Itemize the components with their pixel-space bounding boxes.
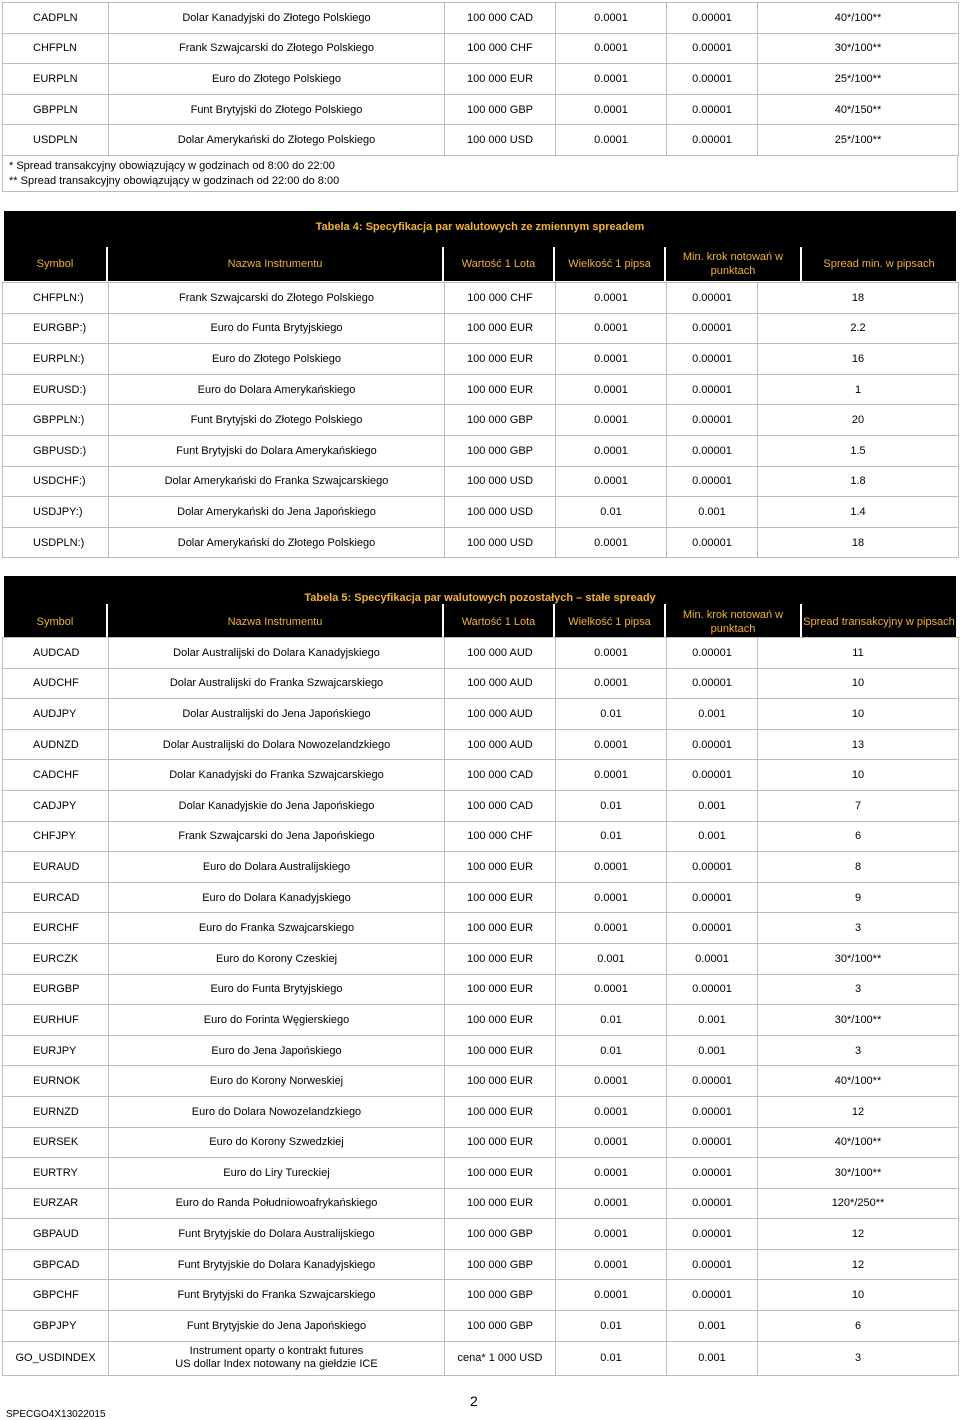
cell-symbol: EURGBP — [3, 974, 109, 1005]
cell-lot: 100 000 USD — [445, 466, 556, 497]
table4-header — [4, 211, 956, 281]
cell-step: 0.00001 — [667, 974, 758, 1005]
cell-spread: 30*/100** — [758, 943, 959, 974]
cell-lot: 100 000 EUR — [445, 882, 556, 913]
cell-spread: 18 — [758, 527, 959, 558]
cell-name: Euro do Złotego Polskiego — [109, 344, 445, 375]
table-row — [3, 1341, 959, 1375]
table-row — [3, 1219, 959, 1250]
cell-lot: 100 000 EUR — [445, 64, 556, 95]
table5-header — [4, 576, 956, 637]
cell-symbol: EURPLN:) — [3, 344, 109, 375]
cell-name: Dolar Amerykański do Złotego Polskiego — [109, 527, 445, 558]
cell-lot: 100 000 CAD — [445, 3, 556, 34]
table-row — [3, 344, 959, 375]
cell-lot: 100 000 USD — [445, 125, 556, 156]
table5-header-lot: Wartość 1 Lota — [461, 615, 536, 628]
cell-step: 0.00001 — [667, 3, 758, 34]
cell-step: 0.00001 — [667, 527, 758, 558]
cell-pip: 0.0001 — [556, 638, 667, 669]
cell-step: 0.00001 — [667, 729, 758, 760]
table-row — [3, 1096, 959, 1127]
table5-header-spread: Spread transakcyjny w pipsach — [803, 615, 955, 628]
cell-symbol: AUDJPY — [3, 699, 109, 730]
cell-pip: 0.0001 — [556, 729, 667, 760]
cell-symbol: EURGBP:) — [3, 313, 109, 344]
cell-name: Euro do Dolara Kanadyjskiego — [109, 882, 445, 913]
cell-lot: 100 000 EUR — [445, 852, 556, 883]
table-row — [3, 699, 959, 730]
cell-symbol: GBPJPY — [3, 1311, 109, 1342]
cell-spread: 12 — [758, 1096, 959, 1127]
cell-spread: 30*/100** — [758, 1005, 959, 1036]
table-row — [3, 64, 959, 95]
cell-step: 0.001 — [667, 1341, 758, 1375]
cell-pip: 0.01 — [556, 821, 667, 852]
note-night: ** Spread transakcyjny obowiązujący w godzinach od 22:00 do 8:00 — [9, 175, 340, 187]
cell-name: Funt Brytyjskie do Dolara Kanadyjskiego — [109, 1249, 445, 1280]
cell-symbol: CADPLN — [3, 3, 109, 34]
table-row — [3, 405, 959, 436]
cell-pip: 0.0001 — [556, 125, 667, 156]
table-row — [3, 283, 959, 314]
cell-pip: 0.0001 — [556, 882, 667, 913]
cell-pip: 0.0001 — [556, 852, 667, 883]
table5-header-name: Nazwa Instrumentu — [227, 615, 323, 628]
cell-pip: 0.01 — [556, 1311, 667, 1342]
table-row — [3, 497, 959, 528]
cell-lot: 100 000 EUR — [445, 1035, 556, 1066]
cell-symbol: AUDCAD — [3, 638, 109, 669]
cell-step: 0.00001 — [667, 1127, 758, 1158]
cell-pip: 0.0001 — [556, 313, 667, 344]
cell-name: Euro do Korony Szwedzkiej — [109, 1127, 445, 1158]
cell-spread: 6 — [758, 821, 959, 852]
table-row — [3, 638, 959, 669]
cell-symbol: GBPUSD:) — [3, 435, 109, 466]
cell-spread: 25*/100** — [758, 64, 959, 95]
cell-step: 0.001 — [667, 821, 758, 852]
cell-pip: 0.0001 — [556, 64, 667, 95]
cell-name: Dolar Australijski do Jena Japońskiego — [109, 699, 445, 730]
cell-step: 0.00001 — [667, 1280, 758, 1311]
cell-symbol: EURJPY — [3, 1035, 109, 1066]
cell-spread: 40*/100** — [758, 3, 959, 34]
table4-header-name: Nazwa Instrumentu — [227, 258, 323, 270]
cell-spread: 18 — [758, 283, 959, 314]
cell-lot: 100 000 GBP — [445, 435, 556, 466]
cell-symbol: EURCZK — [3, 943, 109, 974]
cell-pip: 0.01 — [556, 790, 667, 821]
cell-spread: 2.2 — [758, 313, 959, 344]
cell-pip: 0.0001 — [556, 374, 667, 405]
table-row — [3, 3, 959, 34]
cell-step: 0.001 — [667, 699, 758, 730]
cell-symbol: EURHUF — [3, 1005, 109, 1036]
table-row — [3, 852, 959, 883]
cell-step: 0.00001 — [667, 125, 758, 156]
cell-step: 0.00001 — [667, 313, 758, 344]
cell-lot: 100 000 GBP — [445, 405, 556, 436]
cell-pip: 0.0001 — [556, 1249, 667, 1280]
table5-header-pip: Wielkość 1 pipsa — [568, 615, 651, 628]
cell-pip: 0.0001 — [556, 1066, 667, 1097]
table-row — [3, 760, 959, 791]
cell-symbol: CHFPLN — [3, 33, 109, 64]
cell-pip: 0.0001 — [556, 33, 667, 64]
cell-step: 0.001 — [667, 790, 758, 821]
note-day: * Spread transakcyjny obowiązujący w godzinach od 8:00 do 22:00 — [9, 160, 335, 172]
table-row — [3, 943, 959, 974]
cell-step: 0.00001 — [667, 1219, 758, 1250]
cell-step: 0.00001 — [667, 405, 758, 436]
table-row — [3, 435, 959, 466]
cell-spread: 30*/100** — [758, 33, 959, 64]
cell-lot: 100 000 EUR — [445, 913, 556, 944]
cell-lot: 100 000 EUR — [445, 974, 556, 1005]
cell-pip: 0.0001 — [556, 3, 667, 34]
cell-spread: 40*/100** — [758, 1127, 959, 1158]
cell-step: 0.00001 — [667, 668, 758, 699]
table-row — [3, 527, 959, 558]
cell-lot: 100 000 GBP — [445, 1249, 556, 1280]
cell-name: Funt Brytyjskie do Dolara Australijskiego — [109, 1219, 445, 1250]
cell-spread: 1.5 — [758, 435, 959, 466]
table-row — [3, 1005, 959, 1036]
cell-spread: 30*/100** — [758, 1158, 959, 1189]
cell-pip: 0.0001 — [556, 527, 667, 558]
cell-name: Euro do Funta Brytyjskiego — [109, 313, 445, 344]
cell-step: 0.00001 — [667, 913, 758, 944]
cell-pip: 0.0001 — [556, 1280, 667, 1311]
cell-name: Dolar Australijski do Dolara Kanadyjskiego — [109, 638, 445, 669]
cell-lot: 100 000 AUD — [445, 699, 556, 730]
cell-spread: 10 — [758, 668, 959, 699]
cell-step: 0.00001 — [667, 882, 758, 913]
cell-name: Euro do Funta Brytyjskiego — [109, 974, 445, 1005]
cell-name: Funt Brytyjski do Dolara Amerykańskiego — [109, 435, 445, 466]
cell-lot: 100 000 EUR — [445, 1005, 556, 1036]
page-number: 2 — [470, 1393, 478, 1409]
cell-spread: 3 — [758, 913, 959, 944]
cell-spread: 9 — [758, 882, 959, 913]
cell-symbol: CADJPY — [3, 790, 109, 821]
cell-step: 0.00001 — [667, 94, 758, 125]
cell-symbol: CHFJPY — [3, 821, 109, 852]
cell-pip: 0.0001 — [556, 1127, 667, 1158]
table4-header-pip: Wielkość 1 pipsa — [568, 258, 651, 270]
cell-lot: 100 000 GBP — [445, 94, 556, 125]
cell-pip: 0.0001 — [556, 1158, 667, 1189]
table4-header-spread: Spread min. w pipsach — [823, 258, 935, 270]
cell-spread: 40*/100** — [758, 1066, 959, 1097]
cell-lot: 100 000 EUR — [445, 1158, 556, 1189]
cell-lot: 100 000 EUR — [445, 943, 556, 974]
cell-symbol: GO_USDINDEX — [3, 1341, 109, 1375]
table-row — [3, 1066, 959, 1097]
cell-step: 0.00001 — [667, 466, 758, 497]
table-row — [3, 1158, 959, 1189]
table-row — [3, 1249, 959, 1280]
cell-lot: 100 000 GBP — [445, 1219, 556, 1250]
cell-symbol: USDPLN:) — [3, 527, 109, 558]
cell-pip: 0.01 — [556, 1005, 667, 1036]
cell-step: 0.00001 — [667, 344, 758, 375]
cell-lot: 100 000 EUR — [445, 1096, 556, 1127]
cell-pip: 0.0001 — [556, 668, 667, 699]
cell-pip: 0.0001 — [556, 466, 667, 497]
cell-name: Dolar Australijski do Franka Szwajcarskiego — [109, 668, 445, 699]
table-row — [3, 33, 959, 64]
table5-header-symbol: Symbol — [36, 615, 74, 628]
cell-name: Frank Szwajcarski do Złotego Polskiego — [109, 283, 445, 314]
cell-symbol: USDCHF:) — [3, 466, 109, 497]
cell-step: 0.001 — [667, 1311, 758, 1342]
cell-name: Euro do Korony Czeskiej — [109, 943, 445, 974]
cell-lot: 100 000 GBP — [445, 1280, 556, 1311]
cell-symbol: GBPCAD — [3, 1249, 109, 1280]
cell-spread: 10 — [758, 699, 959, 730]
cell-spread: 12 — [758, 1219, 959, 1250]
cell-step: 0.00001 — [667, 33, 758, 64]
table-row — [3, 1311, 959, 1342]
cell-name: Euro do Franka Szwajcarskiego — [109, 913, 445, 944]
table-row — [3, 974, 959, 1005]
cell-step: 0.0001 — [667, 943, 758, 974]
cell-lot: 100 000 CAD — [445, 790, 556, 821]
cell-spread: 20 — [758, 405, 959, 436]
cell-name: Euro do Złotego Polskiego — [109, 64, 445, 95]
cell-step: 0.001 — [667, 1035, 758, 1066]
table4 — [2, 282, 959, 558]
cell-name — [109, 1341, 445, 1375]
cell-lot: 100 000 CHF — [445, 33, 556, 64]
table-row — [3, 1280, 959, 1311]
cell-name: Dolar Amerykański do Franka Szwajcarskiego — [109, 466, 445, 497]
cell-spread: 40*/150** — [758, 94, 959, 125]
cell-name: Dolar Amerykański do Jena Japońskiego — [109, 497, 445, 528]
cell-lot: 100 000 CHF — [445, 283, 556, 314]
table5 — [2, 637, 959, 1376]
cell-spread: 1.8 — [758, 466, 959, 497]
table-row — [3, 729, 959, 760]
cell-name: Dolar Kanadyjskie do Jena Japońskiego — [109, 790, 445, 821]
table-row — [3, 94, 959, 125]
cell-spread: 120*/250** — [758, 1188, 959, 1219]
cell-name: Funt Brytyjski do Złotego Polskiego — [109, 94, 445, 125]
table-row — [3, 1035, 959, 1066]
cell-symbol: GBPCHF — [3, 1280, 109, 1311]
cell-pip: 0.001 — [556, 943, 667, 974]
cell-lot: 100 000 GBP — [445, 1311, 556, 1342]
cell-symbol: CHFPLN:) — [3, 283, 109, 314]
cell-step: 0.00001 — [667, 1158, 758, 1189]
cell-name: Dolar Kanadyjski do Franka Szwajcarskiego — [109, 760, 445, 791]
table5-caption: Tabela 5: Specyfikacja par walutowych pozostałych – stałe spready — [304, 592, 656, 604]
cell-pip: 0.01 — [556, 1341, 667, 1375]
cell-pip: 0.0001 — [556, 974, 667, 1005]
table-row — [3, 882, 959, 913]
cell-pip: 0.01 — [556, 1035, 667, 1066]
cell-symbol: EURZAR — [3, 1188, 109, 1219]
table-row — [3, 125, 959, 156]
cell-pip: 0.0001 — [556, 1096, 667, 1127]
cell-lot: cena* 1 000 USD — [445, 1341, 556, 1375]
cell-symbol: EURPLN — [3, 64, 109, 95]
cell-name: Euro do Korony Norweskiej — [109, 1066, 445, 1097]
cell-spread: 3 — [758, 974, 959, 1005]
cell-spread: 1.4 — [758, 497, 959, 528]
cell-step: 0.00001 — [667, 638, 758, 669]
cell-step: 0.00001 — [667, 374, 758, 405]
cell-spread: 3 — [758, 1341, 959, 1375]
cell-spread: 1 — [758, 374, 959, 405]
cell-pip: 0.01 — [556, 699, 667, 730]
cell-lot: 100 000 USD — [445, 527, 556, 558]
cell-pip: 0.0001 — [556, 913, 667, 944]
cell-symbol: USDJPY:) — [3, 497, 109, 528]
cell-symbol: USDPLN — [3, 125, 109, 156]
table4-header-symbol: Symbol — [36, 258, 74, 270]
cell-pip: 0.0001 — [556, 1188, 667, 1219]
cell-spread: 6 — [758, 1311, 959, 1342]
cell-symbol: EURAUD — [3, 852, 109, 883]
cell-lot: 100 000 AUD — [445, 668, 556, 699]
cell-symbol: EURCAD — [3, 882, 109, 913]
table4-header-step: Min. krok notowań w punktach — [682, 251, 784, 277]
cell-lot: 100 000 USD — [445, 497, 556, 528]
cell-symbol: AUDCHF — [3, 668, 109, 699]
cell-lot: 100 000 EUR — [445, 1188, 556, 1219]
table-row — [3, 668, 959, 699]
cell-symbol: EURTRY — [3, 1158, 109, 1189]
cell-symbol: CADCHF — [3, 760, 109, 791]
cell-spread: 16 — [758, 344, 959, 375]
cell-spread: 25*/100** — [758, 125, 959, 156]
cell-name: Euro do Jena Japońskiego — [109, 1035, 445, 1066]
cell-name: Dolar Australijski do Dolara Nowozelandzkiego — [109, 729, 445, 760]
cell-lot: 100 000 EUR — [445, 313, 556, 344]
cell-spread: 3 — [758, 1035, 959, 1066]
cell-name: Funt Brytyjski do Franka Szwajcarskiego — [109, 1280, 445, 1311]
cell-pip: 0.0001 — [556, 94, 667, 125]
cell-spread: 11 — [758, 638, 959, 669]
table-row — [3, 821, 959, 852]
cell-symbol: GBPPLN — [3, 94, 109, 125]
cell-step: 0.00001 — [667, 852, 758, 883]
cell-pip: 0.0001 — [556, 435, 667, 466]
cell-symbol: GBPAUD — [3, 1219, 109, 1250]
cell-step: 0.00001 — [667, 283, 758, 314]
cell-name: Frank Szwajcarski do Jena Japońskiego — [109, 821, 445, 852]
cell-name: Euro do Dolara Australijskiego — [109, 852, 445, 883]
cell-step: 0.00001 — [667, 1066, 758, 1097]
top-spec-table — [2, 2, 959, 156]
cell-spread: 12 — [758, 1249, 959, 1280]
cell-name: Euro do Dolara Nowozelandzkiego — [109, 1096, 445, 1127]
cell-lot: 100 000 CHF — [445, 821, 556, 852]
cell-symbol: EURUSD:) — [3, 374, 109, 405]
cell-name: Euro do Randa Południowoafrykańskiego — [109, 1188, 445, 1219]
cell-symbol: EURCHF — [3, 913, 109, 944]
cell-step: 0.00001 — [667, 435, 758, 466]
cell-lot: 100 000 EUR — [445, 1066, 556, 1097]
cell-name: Funt Brytyjskie do Jena Japońskiego — [109, 1311, 445, 1342]
cell-symbol: EURNOK — [3, 1066, 109, 1097]
cell-pip: 0.0001 — [556, 283, 667, 314]
cell-name: Dolar Kanadyjski do Złotego Polskiego — [109, 3, 445, 34]
cell-lot: 100 000 EUR — [445, 344, 556, 375]
cell-name-line2: US dollar Index notowany na giełdzie ICE — [175, 1358, 378, 1371]
cell-spread: 10 — [758, 1280, 959, 1311]
cell-step: 0.001 — [667, 497, 758, 528]
table5-header-step: Min. krok notowań w punktach — [682, 608, 784, 635]
cell-name: Frank Szwajcarski do Złotego Polskiego — [109, 33, 445, 64]
table-row — [3, 466, 959, 497]
table4-caption: Tabela 4: Specyfikacja par walutowych ze zmiennym spreadem — [315, 221, 645, 233]
cell-symbol: EURNZD — [3, 1096, 109, 1127]
cell-step: 0.00001 — [667, 760, 758, 791]
cell-step: 0.00001 — [667, 1249, 758, 1280]
cell-name: Euro do Forinta Węgierskiego — [109, 1005, 445, 1036]
cell-spread: 8 — [758, 852, 959, 883]
cell-lot: 100 000 EUR — [445, 1127, 556, 1158]
footer-code: SPECGO4X13022015 — [6, 1409, 106, 1420]
cell-pip: 0.0001 — [556, 344, 667, 375]
table-row — [3, 374, 959, 405]
cell-pip: 0.0001 — [556, 760, 667, 791]
cell-symbol: GBPPLN:) — [3, 405, 109, 436]
cell-step: 0.00001 — [667, 1096, 758, 1127]
cell-lot: 100 000 AUD — [445, 729, 556, 760]
cell-step: 0.00001 — [667, 64, 758, 95]
table-row — [3, 1127, 959, 1158]
cell-step: 0.00001 — [667, 1188, 758, 1219]
cell-pip: 0.0001 — [556, 1219, 667, 1250]
cell-pip: 0.0001 — [556, 405, 667, 436]
table-row — [3, 913, 959, 944]
cell-name: Dolar Amerykański do Złotego Polskiego — [109, 125, 445, 156]
table-row — [3, 1188, 959, 1219]
cell-spread: 7 — [758, 790, 959, 821]
cell-name: Euro do Liry Tureckiej — [109, 1158, 445, 1189]
cell-step: 0.001 — [667, 1005, 758, 1036]
cell-name: Euro do Dolara Amerykańskiego — [109, 374, 445, 405]
table-row — [3, 790, 959, 821]
cell-symbol: AUDNZD — [3, 729, 109, 760]
cell-name-line1: Instrument oparty o kontrakt futures — [189, 1345, 364, 1358]
table-row — [3, 313, 959, 344]
cell-spread: 10 — [758, 760, 959, 791]
table4-header-lot: Wartość 1 Lota — [461, 258, 536, 270]
cell-lot: 100 000 EUR — [445, 374, 556, 405]
cell-lot: 100 000 AUD — [445, 638, 556, 669]
cell-spread: 13 — [758, 729, 959, 760]
cell-pip: 0.01 — [556, 497, 667, 528]
cell-name: Funt Brytyjski do Złotego Polskiego — [109, 405, 445, 436]
cell-symbol: EURSEK — [3, 1127, 109, 1158]
spread-notes — [2, 155, 958, 192]
cell-lot: 100 000 CAD — [445, 760, 556, 791]
